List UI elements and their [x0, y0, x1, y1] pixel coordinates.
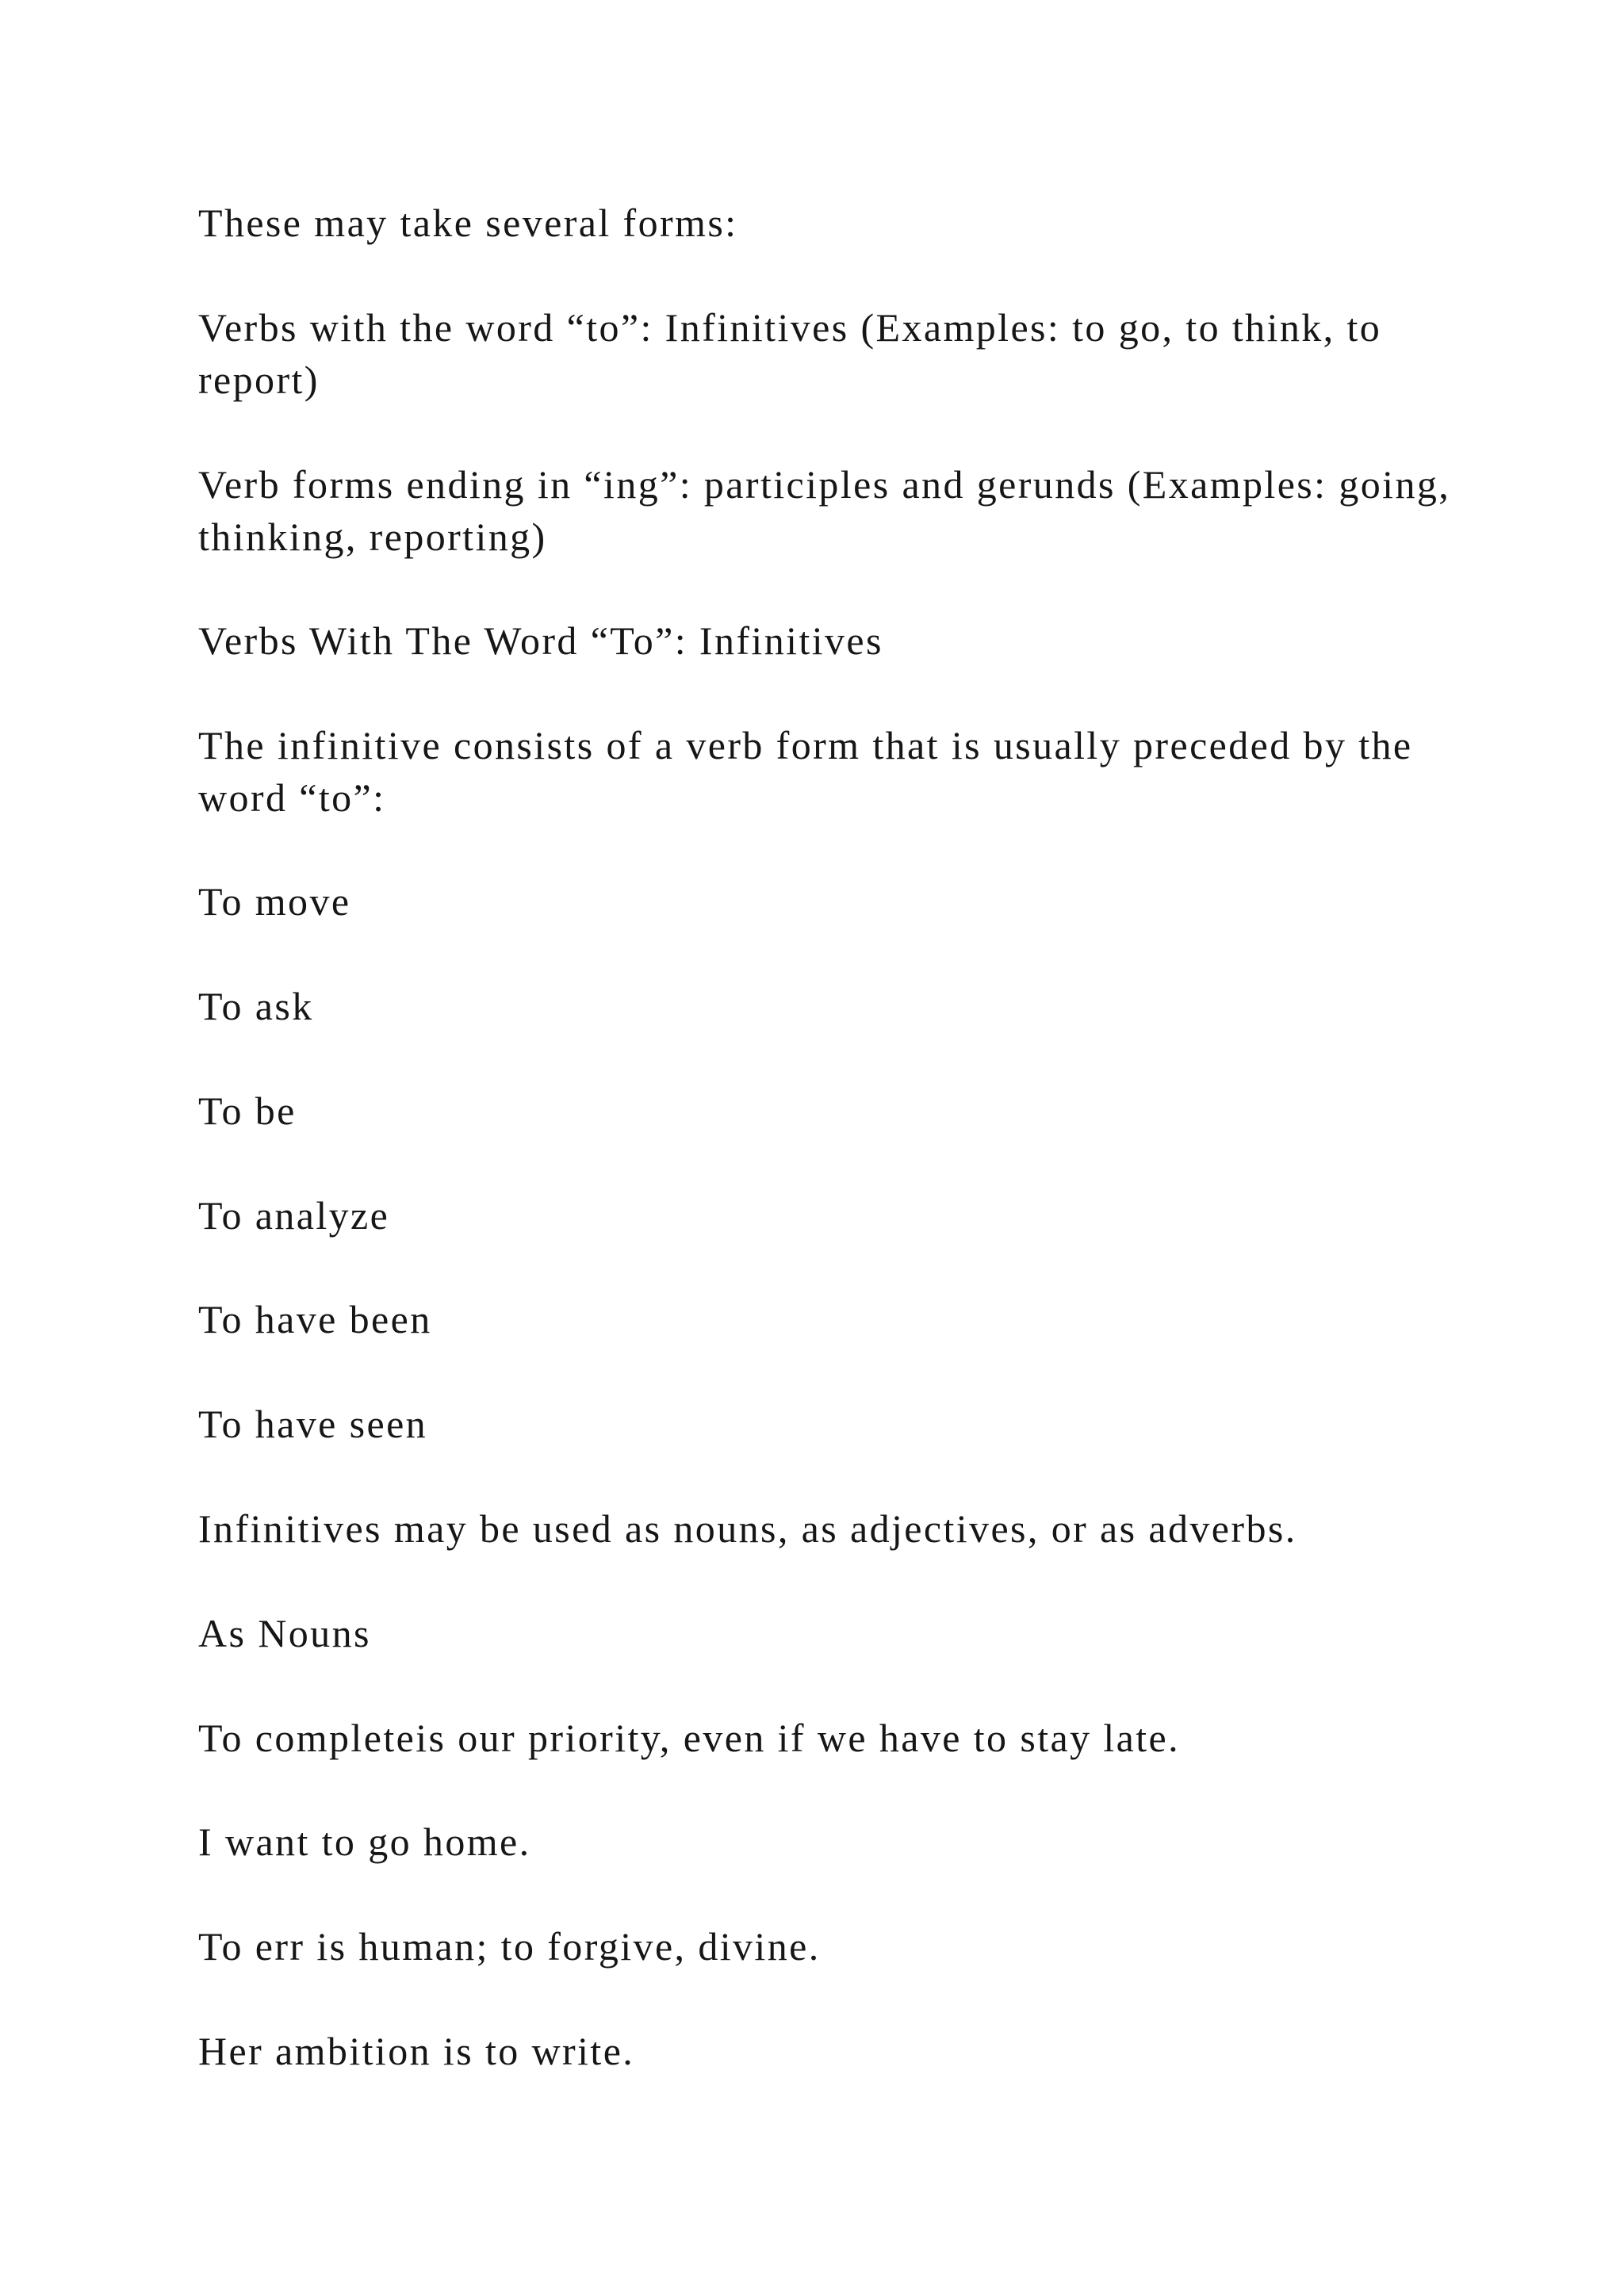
example-to-be: To be [198, 1089, 297, 1133]
noun-example-go-home: I want to go home. [198, 1820, 531, 1864]
noun-example-ambition: Her ambition is to write. [198, 2029, 635, 2073]
subheading-as-nouns: As Nouns [198, 1611, 371, 1655]
paragraph-infinitive-explanation: The infinitive consists of a verb form that is usually preceded by the word “to”: [198, 723, 1413, 820]
paragraph-ing-forms: Verb forms ending in “ing”: participles and gerunds (Examples: going, thinking, reporting) [198, 462, 1451, 559]
example-to-have-been: To have been [198, 1297, 432, 1341]
section-heading-infinitives: Verbs With The Word “To”: Infinitives [198, 618, 883, 663]
noun-example-err-human: To err is human; to forgive, divine. [198, 1924, 821, 1969]
example-to-analyze: To analyze [198, 1193, 390, 1238]
example-to-ask: To ask [198, 984, 314, 1028]
paragraph-infinitives-definition: Verbs with the word “to”: Infinitives (Examples: to go, to think, to report) [198, 305, 1382, 402]
paragraph-infinitive-uses: Infinitives may be used as nouns, as adjectives, or as adverbs. [198, 1506, 1297, 1551]
paragraph-intro: These may take several forms: [198, 201, 738, 245]
example-to-move: To move [198, 879, 351, 924]
example-to-have-seen: To have seen [198, 1402, 428, 1446]
noun-example-complete: To completeis our priority, even if we have to stay late. [198, 1716, 1181, 1760]
